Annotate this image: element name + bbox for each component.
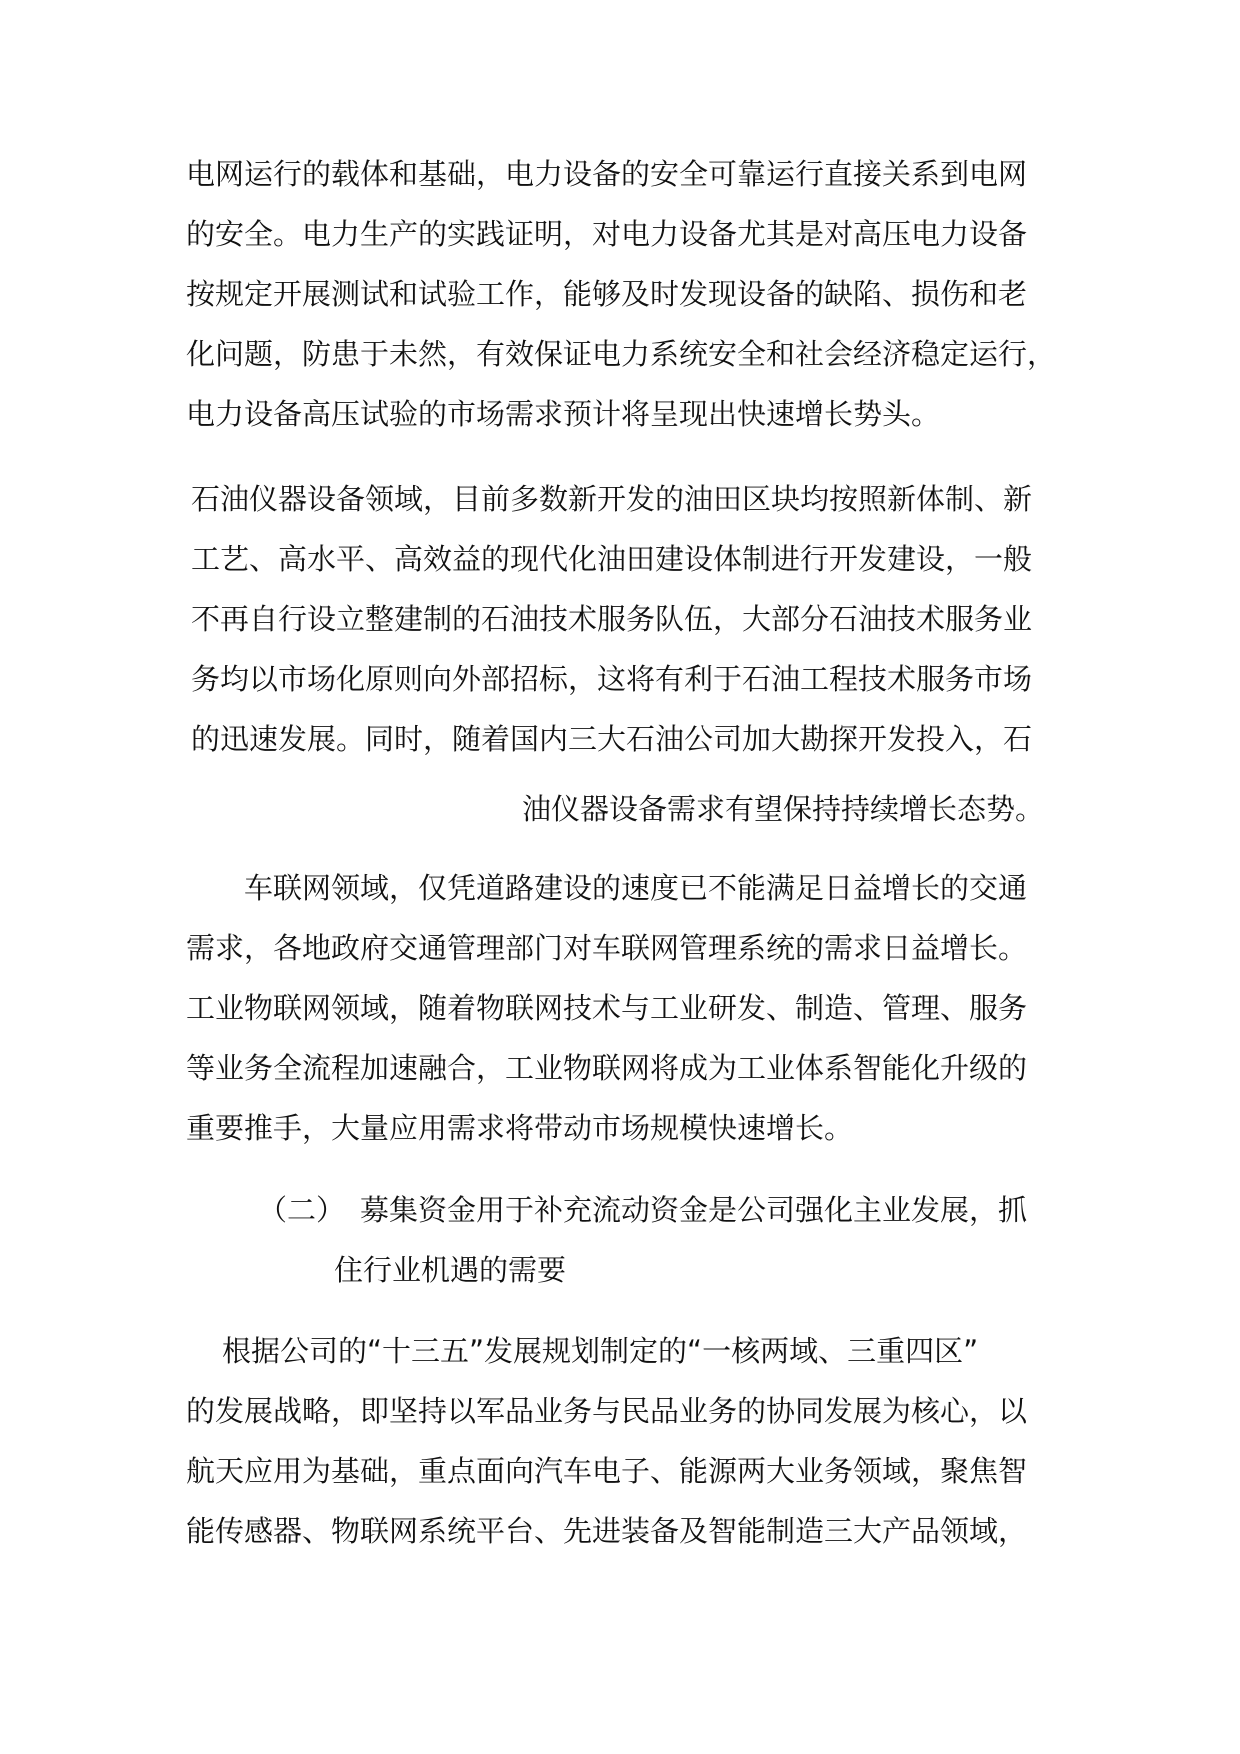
section-heading-number: （二） (258, 1193, 346, 1227)
paragraph-strategy-line: 的发展战略，即坚持以军品业务与民品业务的协同发展为核心，以 (186, 1394, 1028, 1428)
paragraph-iov-line: 车联网领域，仅凭道路建设的速度已不能满足日益增长的交通 (244, 871, 1028, 905)
paragraph-power-line: 电力设备高压试验的市场需求预计将呈现出快速增长势头。 (186, 397, 941, 431)
section-heading-continuation: 住行业机遇的需要 (334, 1253, 567, 1287)
paragraph-petroleum-line: 油仪器设备需求有望保持持续增长态势。 (522, 792, 1045, 826)
paragraph-iov-line: 重要推手，大量应用需求将带动市场规模快速增长。 (186, 1111, 854, 1145)
paragraph-power-line: 按规定开展测试和试验工作，能够及时发现设备的缺陷、损伤和老 (186, 277, 1028, 311)
paragraph-power-line: 的安全。电力生产的实践证明，对电力设备尤其是对高压电力设备 (186, 217, 1028, 251)
paragraph-petroleum-line: 工艺、高水平、高效益的现代化油田建设体制进行开发建设，一般 (191, 542, 1033, 576)
paragraph-petroleum-line: 的迅速发展。同时，随着国内三大石油公司加大勘探开发投入，石 (191, 722, 1033, 756)
paragraph-strategy-line: 根据公司的“十三五”发展规划制定的“一核两域、三重四区” (222, 1334, 979, 1368)
paragraph-strategy-line: 能传感器、物联网系统平台、先进装备及智能制造三大产品领域， (186, 1514, 1028, 1548)
paragraph-strategy-line: 航天应用为基础，重点面向汽车电子、能源两大业务领域，聚焦智 (186, 1454, 1028, 1488)
paragraph-iov-line: 等业务全流程加速融合，工业物联网将成为工业体系智能化升级的 (186, 1051, 1028, 1085)
paragraph-iov-line: 需求，各地政府交通管理部门对车联网管理系统的需求日益增长。 (186, 931, 1028, 965)
section-heading-text: 募集资金用于补充流动资金是公司强化主业发展，抓 (360, 1193, 1028, 1227)
paragraph-iov-line: 工业物联网领域，随着物联网技术与工业研发、制造、管理、服务 (186, 991, 1028, 1025)
paragraph-petroleum-line: 不再自行设立整建制的石油技术服务队伍，大部分石油技术服务业 (191, 602, 1033, 636)
paragraph-power-line: 化问题，防患于未然，有效保证电力系统安全和社会经济稳定运行， (186, 337, 1057, 371)
paragraph-power-line: 电网运行的载体和基础，电力设备的安全可靠运行直接关系到电网 (186, 157, 1028, 191)
paragraph-petroleum-line: 石油仪器设备领域，目前多数新开发的油田区块均按照新体制、新 (191, 482, 1033, 516)
paragraph-petroleum-line: 务均以市场化原则向外部招标，这将有利于石油工程技术服务市场 (191, 662, 1033, 696)
